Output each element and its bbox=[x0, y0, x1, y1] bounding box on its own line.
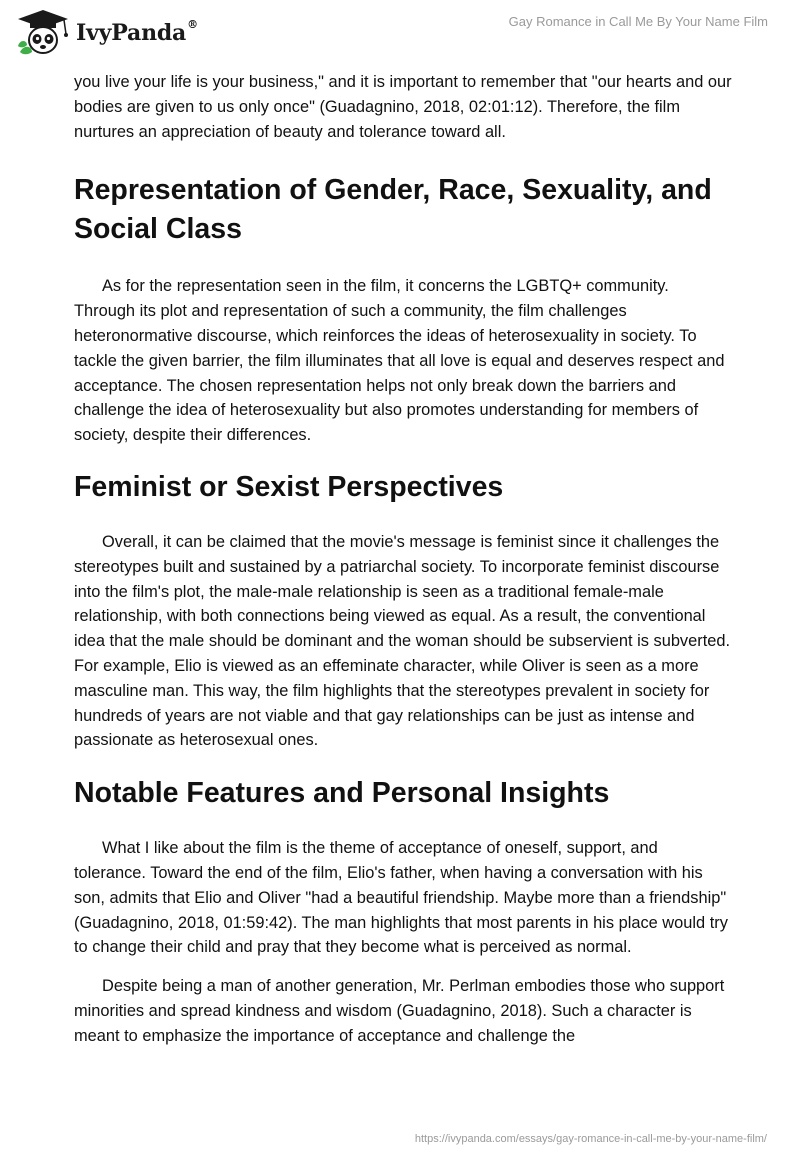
section-heading: Feminist or Sexist Perspectives bbox=[74, 470, 504, 503]
section-paragraph: Despite being a man of another generation, Mr. Perlman embodies those who support minorities and spread kindness and wisdom (Guadagnino, 2018). Such a character is meant to emphasize the importance of acceptance and challenge the bbox=[74, 977, 725, 1045]
section-paragraph: Overall, it can be claimed that the movie's message is feminist since it challenges the stereotypes built and sustained by a patriarchal society. To incorporate feminist discourse into the film's plot, the male-male relationship is seen as a traditional female-male relationship, with both connections being viewed as equal. As a result, the conventional idea that the male should be dominant and the woman should be subservient is subverted. For example, Elio is viewed as an effeminate character, while Oliver is seen as a more masculine man. This way, the film highlights that the stereotypes prevalent in society for hundreds of years are not viable and that gay relationships can be just as intense and passionate as heterosexual ones. bbox=[74, 532, 731, 750]
section-paragraph: As for the representation seen in the film, it concerns the LGBTQ+ community. Through its plot and representation of such a community, the film challenges heteronormative discourse, which reinforces the ideas of heterosexuality in society. To tackle the given barrier, the film illuminates that all love is equal and deserves respect and acceptance. The chosen representation helps not only break down the barriers and challenge the idea of heterosexuality but also promotes understanding for members of society, despite their differences. bbox=[74, 277, 725, 445]
source-url[interactable]: https://ivypanda.com/essays/gay-romance-in-call-me-by-your-name-film/ bbox=[414, 1133, 767, 1145]
section-heading: Notable Features and Personal Insights bbox=[74, 777, 610, 810]
panda-graduate-icon bbox=[14, 8, 72, 58]
ivypanda-logo[interactable] bbox=[14, 6, 198, 60]
section-paragraph: What I like about the film is the theme of acceptance of oneself, support, and tolerance. Toward the end of the film, Elio's father, when having a conversation with his son, admits that Elio and Oliver "had a beautiful friendship. Maybe more than a friendship" (Guadagnino, 2018, 01:59:42). The man highlights that most parents in his place would try to change their child and pray that they become what is perceived as normal. bbox=[74, 839, 728, 957]
intro-paragraph: you live your life is your business," and it is important to remember that "our hearts and our bodies are given to us only once" (Guadagnino, 2018, 02:01:12). Therefore, the film nurtures an appreciation of beauty and tolerance toward all. bbox=[74, 73, 732, 141]
section-heading: Representation of Gender, Race, Sexuality, and Social Class bbox=[74, 174, 712, 246]
logo-wordmark: IvyPanda® bbox=[76, 18, 198, 46]
essay-content bbox=[74, 70, 734, 1049]
document-title: Gay Romance in Call Me By Your Name Film bbox=[508, 14, 768, 29]
page-header bbox=[0, 0, 800, 66]
